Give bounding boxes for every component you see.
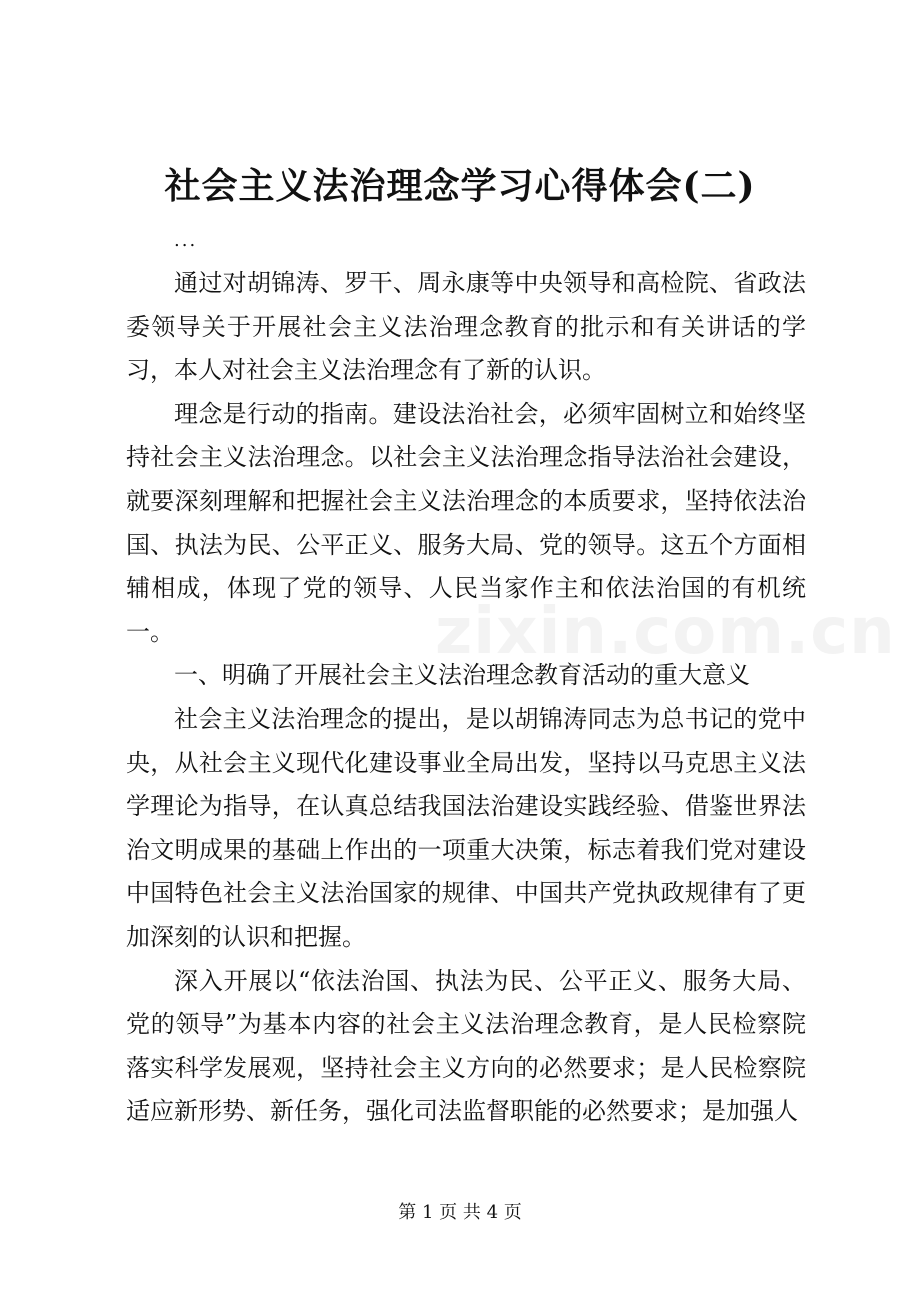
body-paragraph: 社会主义法治理念的提出，是以胡锦涛同志为总书记的党中央，从社会主义现代化建设事业全局出发，坚持以马克思主义法学理论为指导，在认真总结我国法治建设实践经验、借鉴世界法治文明成果的基础上作出的一项重大决策，标志着我们党对建设中国特色社会主义法治国家的规律、中国共产党执政规律有了更加深刻的认识和把握。: [126, 704, 806, 951]
body-paragraph: 深入开展以“依法治国、执法为民、公平正义、服务大局、党的领导”为基本内容的社会主义法治理念教育，是人民检察院落实科学发展观，坚持社会主义方向的必然要求；是人民检察院适应新形势、新任务，强化司法监督职能的必然要求；是加强人: [126, 966, 806, 1126]
document-body: [126, 262, 806, 1134]
body-paragraph: 理念是行动的指南。建设法治社会，必须牢固树立和始终坚持社会主义法治理念。以社会主义法治理念指导法治社会建设，就要深刻理解和把握社会主义法治理念的本质要求，坚持依法治国、执法为民、公平正义、服务大局、党的领导。这五个方面相辅相成，体现了党的领导、人民当家作主和依法治国的有机统一。: [126, 399, 806, 646]
site-watermark: zixin.com.cn: [435, 595, 896, 669]
section-heading: 一、明确了开展社会主义法治理念教育活动的重大意义: [174, 661, 750, 690]
document-title: 社会主义法治理念学习心得体会(二): [164, 165, 756, 207]
body-paragraph: 通过对胡锦涛、罗干、周永康等中央领导和高检院、省政法委领导关于开展社会主义法治理念教育的批示和有关讲话的学习，本人对社会主义法治理念有了新的认识。: [126, 269, 806, 385]
ellipsis-marker: ...: [174, 230, 198, 251]
page-footer: 第 1 页 共 4 页: [398, 1202, 522, 1223]
